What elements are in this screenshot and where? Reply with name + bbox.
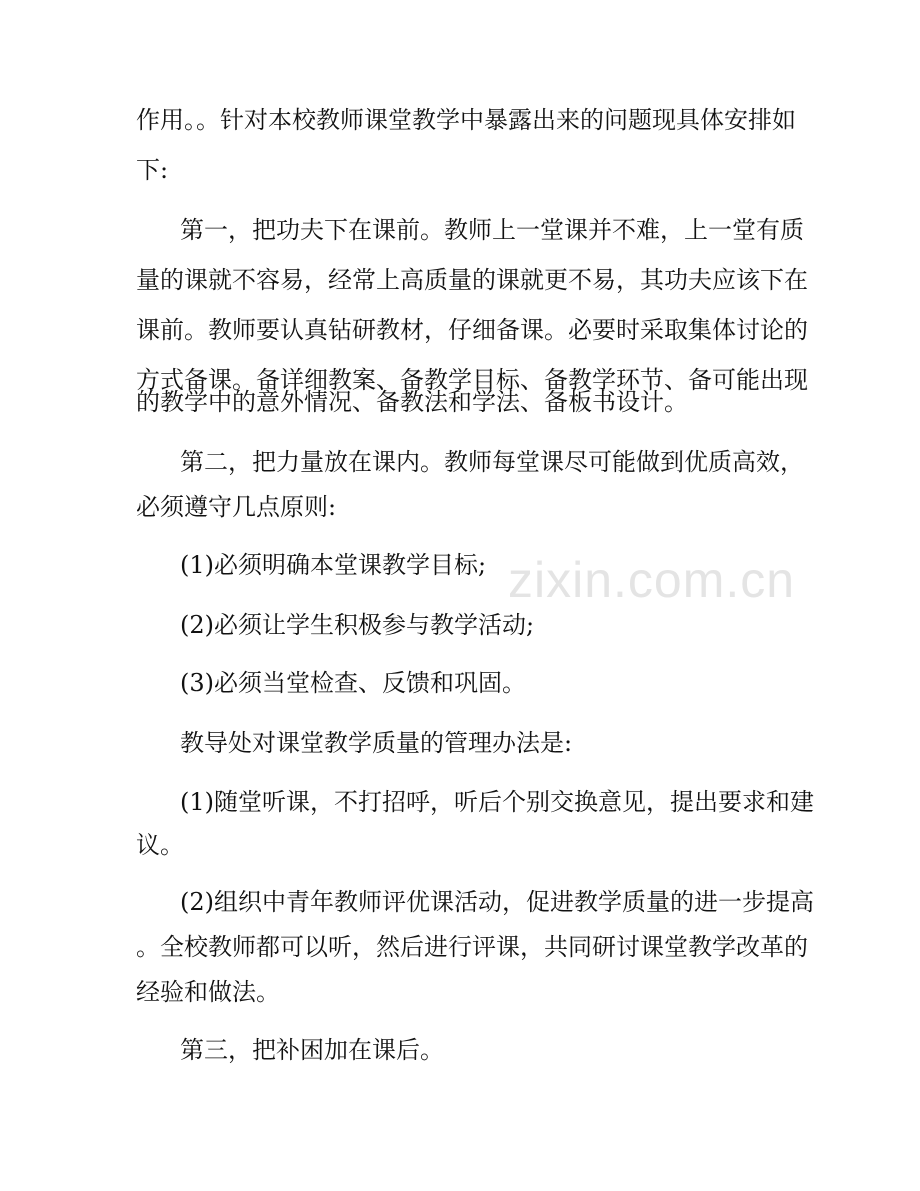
paragraph-line: 量的课就不容易，经常上高质量的课就更不易，其功夫应该下在 xyxy=(136,266,808,294)
paragraph-line: 的教学中的意外情况、备教法和学法、备板书设计。 xyxy=(136,388,688,416)
paragraph-line: 课前。教师要认真钻研教材，仔细备课。必要时采取集体讨论的 xyxy=(136,316,808,344)
paragraph-line: 经验和做法。 xyxy=(136,978,280,1006)
paragraph-line: 下: xyxy=(136,156,169,184)
list-item: (1)必须明确本堂课教学目标; xyxy=(180,551,487,579)
paragraph-line: 教导处对课堂教学质量的管理办法是: xyxy=(180,729,573,757)
watermark: zixin.com.cn xyxy=(508,552,796,608)
paragraph-line: 第二，把力量放在课内。教师每堂课尽可能做到优质高效， xyxy=(180,448,804,476)
list-item: (2)组织中青年教师评优课活动，促进教学质量的进一步提高 xyxy=(180,888,814,916)
list-item: (3)必须当堂检查、反馈和巩固。 xyxy=(180,669,526,697)
paragraph-line: 作用。。针对本校教师课堂教学中暴露出来的问题现具体安排如 xyxy=(136,106,796,134)
paragraph-line: 第三，把补困加在课后。 xyxy=(180,1036,444,1064)
list-item: (2)必须让学生积极参与教学活动; xyxy=(180,611,535,639)
list-item: (1)随堂听课，不打招呼，听后个别交换意见，提出要求和建 xyxy=(180,788,814,816)
paragraph-line: 方式备课。备详细教案、备教学目标、备教学环节、备可能出现 xyxy=(136,366,808,394)
paragraph-line: 第一，把功夫下在课前。教师上一堂课并不难，上一堂有质 xyxy=(180,216,804,244)
paragraph-line: 。全校教师都可以听，然后进行评课，共同研讨课堂教学改革的 xyxy=(136,933,808,961)
paragraph-line: 必须遵守几点原则: xyxy=(136,493,337,521)
paragraph-line: 议。 xyxy=(136,831,184,859)
